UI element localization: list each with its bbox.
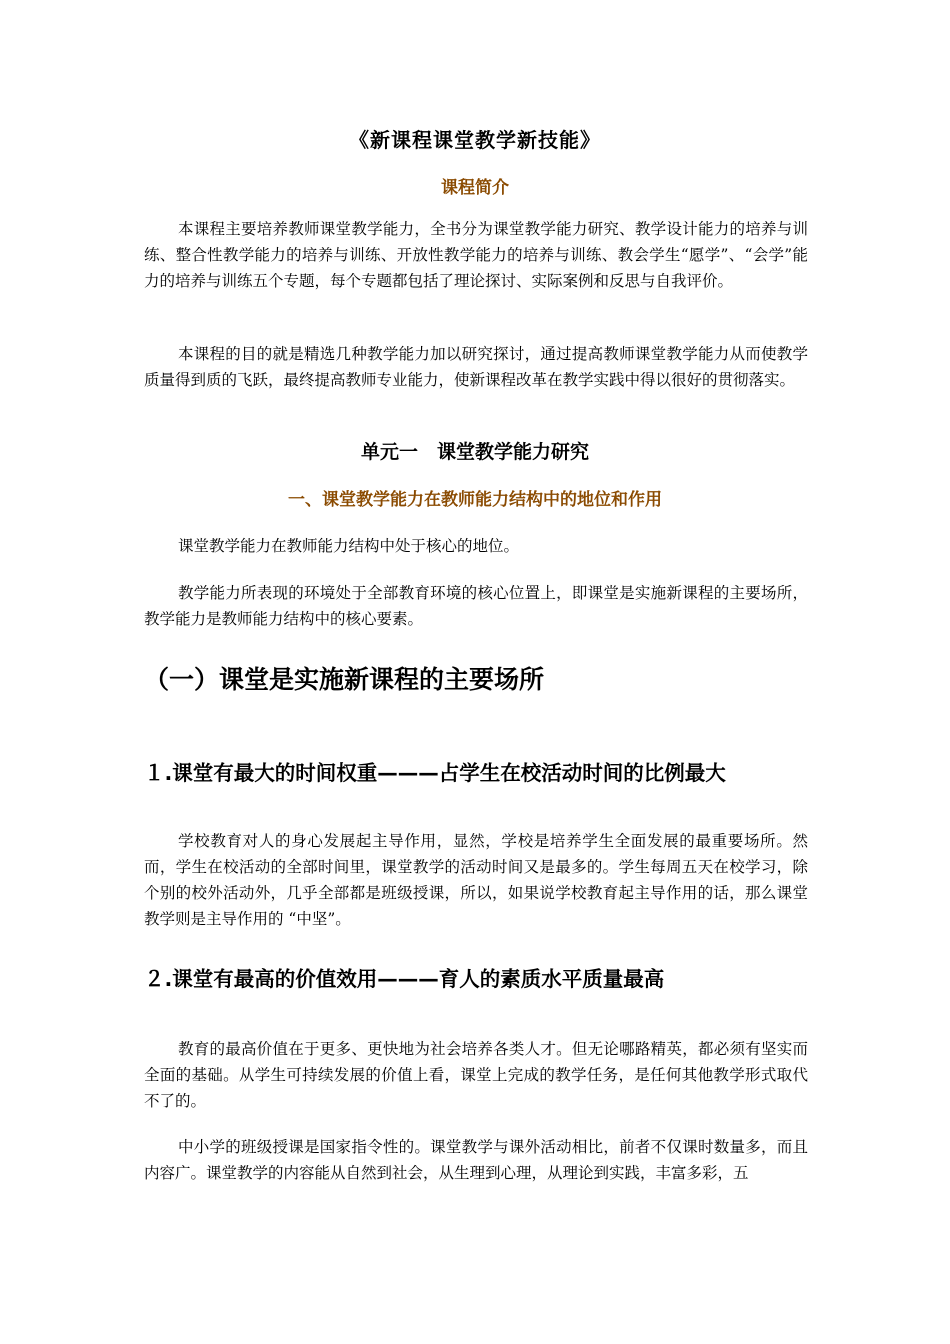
section-paragraph-2: 教学能力所表现的环境处于全部教育环境的核心位置上，即课堂是实施新课程的主要场所，教学能力是教师能力结构中的核心要素。 — [144, 584, 808, 628]
document-title: 《新课程课堂教学新技能》 — [349, 128, 601, 152]
section-heading: 一、课堂教学能力在教师能力结构中的地位和作用 — [288, 490, 662, 510]
unit-heading: 单元一 课堂教学能力研究 — [360, 441, 589, 463]
point2-paragraph-1: 教育的最高价值在于更多、更快地为社会培养各类人才。但无论哪路精英，都必须有坚实而全面的基础。从学生可持续发展的价值上看，课堂上完成的教学任务，是任何其他教学形式取代不了的。 — [144, 1040, 808, 1110]
point2-paragraph-2: 中小学的班级授课是国家指令性的。课堂教学与课外活动相比，前者不仅课时数量多，而且内容广。课堂教学的内容能从自然到社会，从生理到心理，从理论到实践，丰富多彩，五 — [144, 1138, 808, 1182]
intro-heading: 课程简介 — [441, 178, 509, 198]
intro-paragraph-2: 本课程的目的就是精选几种教学能力加以研究探讨，通过提高教师课堂教学能力从而使教学质量得到质的飞跃，最终提高教师专业能力，使新课程改革在教学实践中得以很好的贯彻落实。 — [144, 345, 808, 389]
point2-heading: ２.课堂有最高的价值效用———育人的素质水平质量最高 — [144, 967, 665, 991]
subsection-heading: （一）课堂是实施新课程的主要场所 — [144, 665, 545, 694]
section-paragraph-1: 课堂教学能力在教师能力结构中处于核心的地位。 — [178, 537, 520, 555]
point1-heading: １.课堂有最大的时间权重———占学生在校活动时间的比例最大 — [144, 761, 726, 785]
intro-paragraph-1: 本课程主要培养教师课堂教学能力，全书分为课堂教学能力研究、教学设计能力的培养与训练、整合性教学能力的培养与训练、开放性教学能力的培养与训练、教会学生“愿学”、“会学”能力的培养与训练五个专题，每个专题都包括了理论探讨、实际案例和反思与自我评价。 — [144, 220, 808, 290]
point1-paragraph: 学校教育对人的身心发展起主导作用，显然，学校是培养学生全面发展的最重要场所。然而，学生在校活动的全部时间里，课堂教学的活动时间又是最多的。学生每周五天在校学习，除个别的校外活动外，几乎全部都是班级授课，所以，如果说学校教育起主导作用的话，那么课堂教学则是主导作用的 “中坚”。 — [144, 832, 808, 928]
